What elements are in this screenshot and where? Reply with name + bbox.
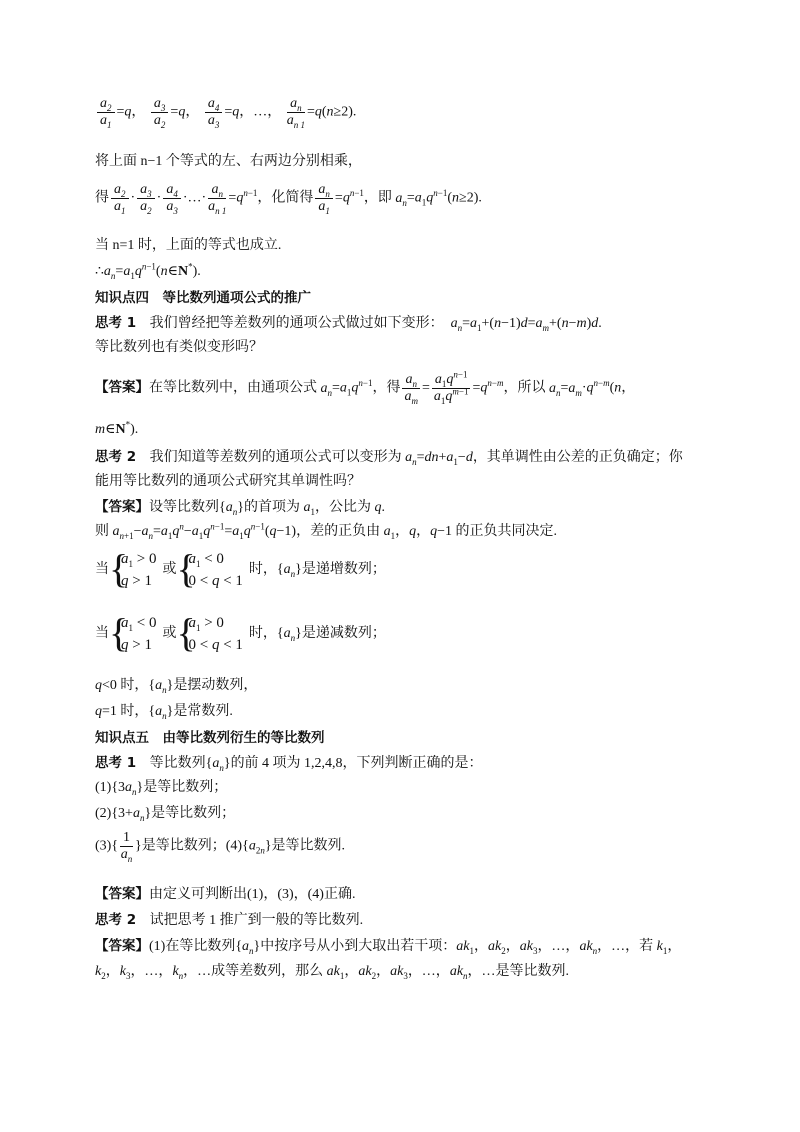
text-line: 将上面 n−1 个等式的左、右两边分别相乘， — [95, 154, 362, 169]
text: 设等比数列 — [149, 500, 219, 515]
text: 的前 4 项为 1,2,4,8，下列判断正确的是： — [230, 756, 483, 771]
answer-line: 【答案】设等比数列$\{a_n\}$的首项为 $a_1$，公比为 q. — [95, 499, 385, 517]
label: 思考 2 — [95, 912, 150, 928]
fraction: $\frac{a_3}{a_2}$ — [151, 96, 169, 129]
answer-label: 【答案】 — [95, 886, 149, 902]
text: 由定义可判断出(1)，(3)，(4)正确. — [149, 887, 356, 902]
text-line: 等比数列也有类似变形吗？ — [95, 340, 263, 355]
item-1: $(1)\{3a_n\}$是等比数列； — [95, 780, 228, 797]
label: 思考 2 — [95, 449, 150, 465]
text: 是常数列. — [173, 704, 233, 719]
text: 在等比数列中，由通项公式 — [149, 380, 317, 396]
section-heading: 知识点四 等比数列通项公式的推广 — [95, 290, 311, 306]
think-1: 思考 1 我们曾经把等差数列的通项公式做过如下变形： $a_n=a_1+(n-1)d=a_m+(n-m)d$. — [95, 315, 602, 333]
text: 是摆动数列， — [173, 678, 258, 693]
answer-label: 【答案】 — [95, 938, 149, 954]
fraction: $\frac{a_4}{a_3}$ — [205, 96, 223, 129]
answer-line — [95, 884, 710, 905]
item-2: $(2)\{3+a_n\}$是等比数列； — [95, 806, 236, 823]
text-line: 能用等比数列的通项公式研究其单调性吗？ — [95, 474, 361, 489]
section-heading: 知识点五 由等比数列衍生的等比数列 — [95, 730, 325, 746]
label: 思考 1 — [95, 755, 150, 771]
text: 我们曾经把等差数列的通项公式做过如下变形： — [149, 316, 437, 331]
text: 是递减数列； — [301, 626, 386, 642]
ratio-chain: $\frac{a_2}{a_1}$ =q， $\frac{a_3}{a_2}$ =q， $\frac{a_4}{a_3}$ =q，…， $\frac{a_n}{a_{n 1}}$ =q(n≥2). — [95, 96, 710, 129]
label: 思考 1 — [95, 315, 150, 331]
think-2: 思考 2 我们知道等差数列的通项公式可以变形为 $a_n=dn+a_1-d$，其单调性由公差的正负确定；你 — [95, 449, 683, 467]
text: 是递增数列； — [301, 562, 386, 578]
text-line: 当 n=1 时，上面的等式也成立. — [95, 238, 282, 253]
answer-label: 【答案】 — [95, 499, 149, 515]
answer-cont: m∈N*). — [95, 419, 139, 437]
case-decreasing: 当 { $a_1 < 0$ q > 1 或 { $a_1 > 0$ 0 < q < 1 时，$\{a_n\}$是递减数列； — [95, 612, 710, 656]
think-1b: 思考 1 等比数列$\{a_n\}$的前 4 项为 1,2,4,8，下列判断正确的是： — [95, 755, 483, 773]
answer-label: 【答案】 — [95, 379, 149, 396]
item-3-4: (3){ $\frac{1}{a_n}$ }是等比数列；$(4)\{a_{2n}\}$是等比数列. — [95, 830, 346, 864]
case-swing: q<0 时，$\{a_n\}$是摆动数列， — [95, 678, 258, 695]
case-const: q=1 时，$\{a_n\}$是常数列. — [95, 704, 233, 721]
text: 我们知道等差数列的通项公式可以变形为 — [149, 450, 406, 465]
answer-cont: $k_2$，$k_3$，…，$k_n$，…成等差数列，那么 $ak_1$，$ak_2$，$ak_3$，…，$ak_n$，…是等比数列. — [95, 964, 570, 981]
case-increasing: 当 { $a_1 > 0$ q > 1 或 { $a_1 < 0$ 0 < q < 1 时，$\{a_n\}$是递增数列； — [95, 548, 710, 592]
text: 试把思考 1 推广到一般的等比数列. — [149, 913, 364, 928]
fraction: $\frac{a_n}{a_{n 1}}$ — [286, 96, 305, 130]
fraction: $\frac{a_2}{a_1}$ — [97, 96, 115, 129]
product-line: 得 $\frac{a_2}{a_1}$ · $\frac{a_3}{a_2}$ · $\frac{a_4}{a_3}$ ·…· $\frac{a_n}{a_{n 1}}$ $=q^{n-1}$，化简得 $\frac{a_n}{a_1}$ $=q^{n-1}$，即 $a_n=a_1q^{n-1}(n\ge 2)$. — [95, 182, 482, 216]
think-2b — [95, 910, 710, 931]
conclusion-line: $\therefore a_n=a_1q^{n-1}(n\in N^*)$. — [95, 261, 201, 281]
text: ，其单调性由公差的正负确定；你 — [472, 450, 683, 465]
answer-line: 【答案】(1)在等比数列$\{a_n\}$中按序号从小到大取出若干项：$ak_1$，$ak_2$，$ak_3$，…，$ak_n$，…，若 $k_1$， — [95, 938, 682, 956]
answer-line: 【答案】在等比数列中，由通项公式 $a_n=a_1q^{n-1}$，得 $\frac{a_n}{a_m}$ = $\frac{a_1q^{n-1}}{a_1q^{m-1}}$ $=q^{n-m}$，所以 $a_n=a_m\cdot q^{n-m}(n$， — [95, 369, 636, 406]
diff-line: 则 $a_{n+1}-a_n=a_1q^n-a_1q^{n-1}=a_1q^{n-1}(q-1)$，差的正负由 $a_1$，q，q−1 的正负共同决定. — [95, 521, 557, 541]
